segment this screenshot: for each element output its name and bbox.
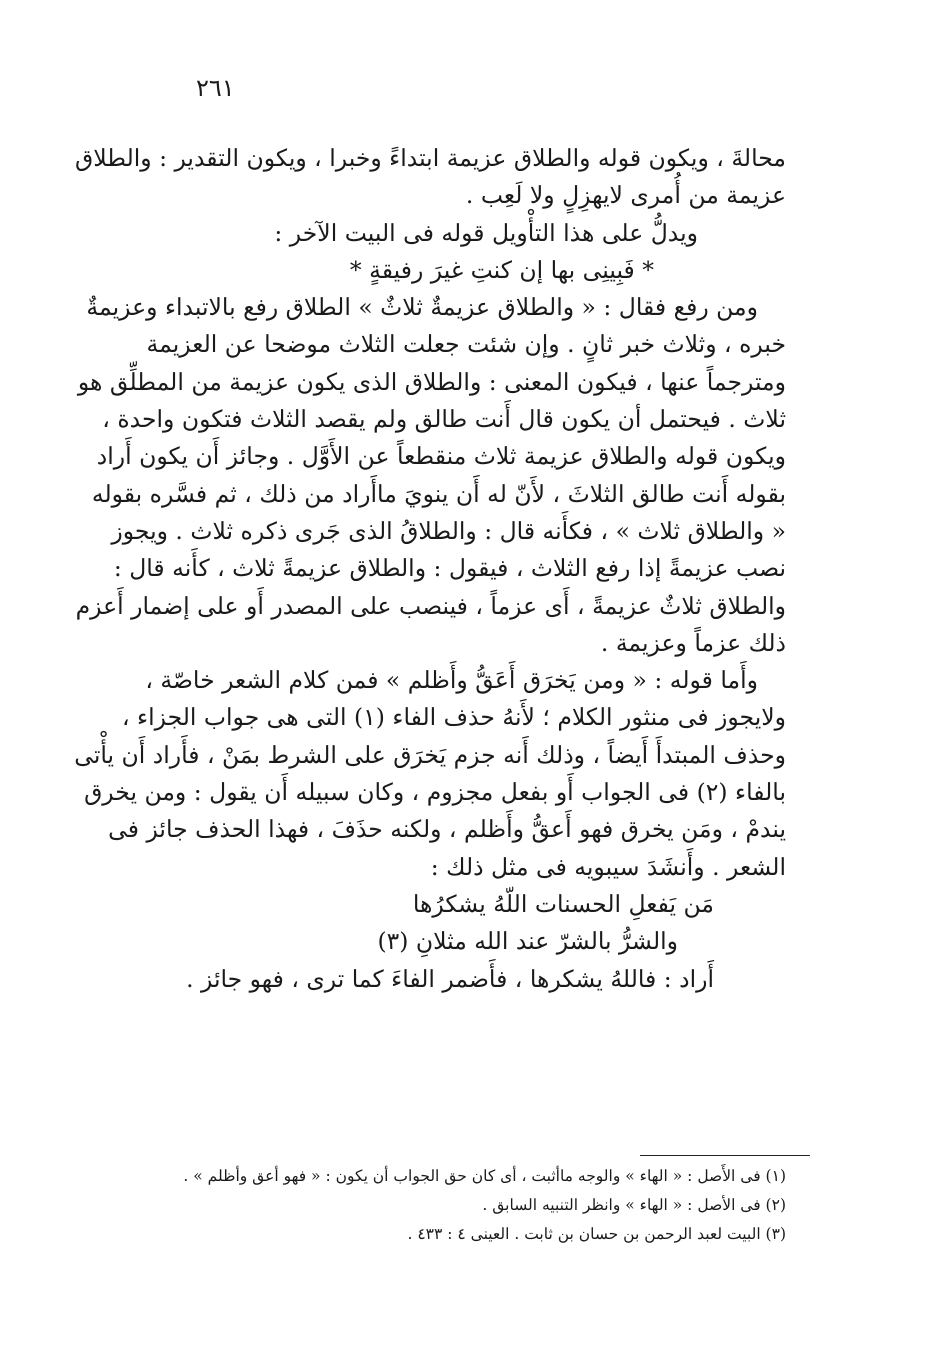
page-number: ٢٦١	[196, 74, 235, 102]
text-line: يندمْ ، ومَن يخرق فهو أَعقُّ وأَظلم ، ولكنه حذَفَ ، فهذا الحذف جائز فى	[108, 815, 786, 844]
text-line: ثلاث . فيحتمل أن يكون قال أَنت طالق ولم يقصد الثلاث فتكون واحدة ،	[102, 405, 786, 434]
text-line: ومترجماً عنها ، فيكون المعنى : والطلاق الذى يكون عزيمة من المطلِّق هو	[77, 367, 786, 396]
text-line: الشعر . وأَنشَدَ سيبويه فى مثل ذلك :	[430, 852, 786, 881]
text-line: مَن يَفعلِ الحسنات اللّهُ يشكرُها	[412, 889, 714, 918]
footnote-2: (٢) فى الأصل : « الهاء » وانظر التنبيه السابق .	[482, 1196, 786, 1214]
text-line: « والطلاق ثلاث » ، فكأَنه قال : والطلاقُ الذى جَرى ذكره ثلاث . ويجوز	[111, 516, 786, 545]
main-text	[74, 140, 786, 998]
footnote-1: (١) فى الأَصل : « الهاء » والوجه ماأثبت ، أى كان حق الجواب أن يكون : « فهو أعق وأظلم » .	[183, 1167, 786, 1185]
text-line: أَراد : فاللهُ يشكرها ، فأَضمر الفاءَ كما ترى ، فهو جائز .	[186, 964, 714, 993]
text-line: عزيمة من أُمرى لايهزِلٍ ولا لَعِب .	[465, 181, 786, 210]
text-line: ولايجوز فى منثور الكلام ؛ لأَنهُ حذف الفاء (١) التى هى جواب الجزاء ،	[121, 703, 786, 732]
text-line: بالفاء (٢) فى الجواب أَو بفعل مجزوم ، وكان سبيله أَن يقول : ومن يخرق	[84, 778, 786, 807]
text-line: ويدلُّ على هذا التأْويل قوله فى البيت الآخر :	[274, 218, 698, 247]
text-line: ومن رفع فقال : « والطلاق عزيمةٌ ثلاثٌ » الطلاق رفع بالاتبداء وعزيمةٌ	[86, 293, 758, 322]
text-line: وحذف المبتدأَ أَيضاً ، وذلك أَنه جزم يَخرَق على الشرط بمَنْ ، فأَراد أَن يأْتى	[74, 740, 786, 769]
text-line: ذلك عزماً وعزيمة .	[600, 628, 786, 657]
footnote-divider	[640, 1155, 810, 1156]
footnote-3: (٣) البيت لعبد الرحمن بن حسان بن ثابت . العينى ٤ : ٤٣٣ .	[407, 1225, 786, 1243]
text-line: والشرُّ بالشرّ عند الله مثلانِ (٣)	[377, 927, 678, 956]
footnotes	[150, 1162, 786, 1249]
text-line: بقوله أَنت طالق الثلاثَ ، لأَنّ له أَن ينويَ ماأَراد من ذلك ، ثم فسَّره بقوله	[91, 479, 786, 508]
text-line: وأَما قوله : « ومن يَخرَق أَعَقُّ وأَظلم » فمن كلام الشعر خاصّة ،	[145, 666, 758, 695]
text-line: نصب عزيمةً إذا رفع الثلاث ، فيقول : والطلاق عزيمةً ثلاث ، كأَنه قال :	[113, 554, 786, 583]
text-line: خبره ، وثلاث خبر ثانٍ . وإن شئت جعلت الثلاث موضحا عن العزيمة	[146, 330, 786, 359]
text-line: والطلاق ثلاثٌ عزيمةً ، أَى عزماً ، فينصب على المصدر أَو على إضمار أَعزم	[75, 591, 786, 620]
text-line: * فَبِينِى بها إن كنتِ غيرَ رفيقةٍ *	[349, 255, 654, 284]
text-line: محالةَ ، ويكون قوله والطلاق عزيمة ابتداءً وخبرا ، ويكون التقدير : والطلاق	[75, 144, 786, 172]
text-line: ويكون قوله والطلاق عزيمة ثلاث منقطعاً عن الأَوَّل . وجائز أَن يكون أَراد	[96, 442, 786, 471]
